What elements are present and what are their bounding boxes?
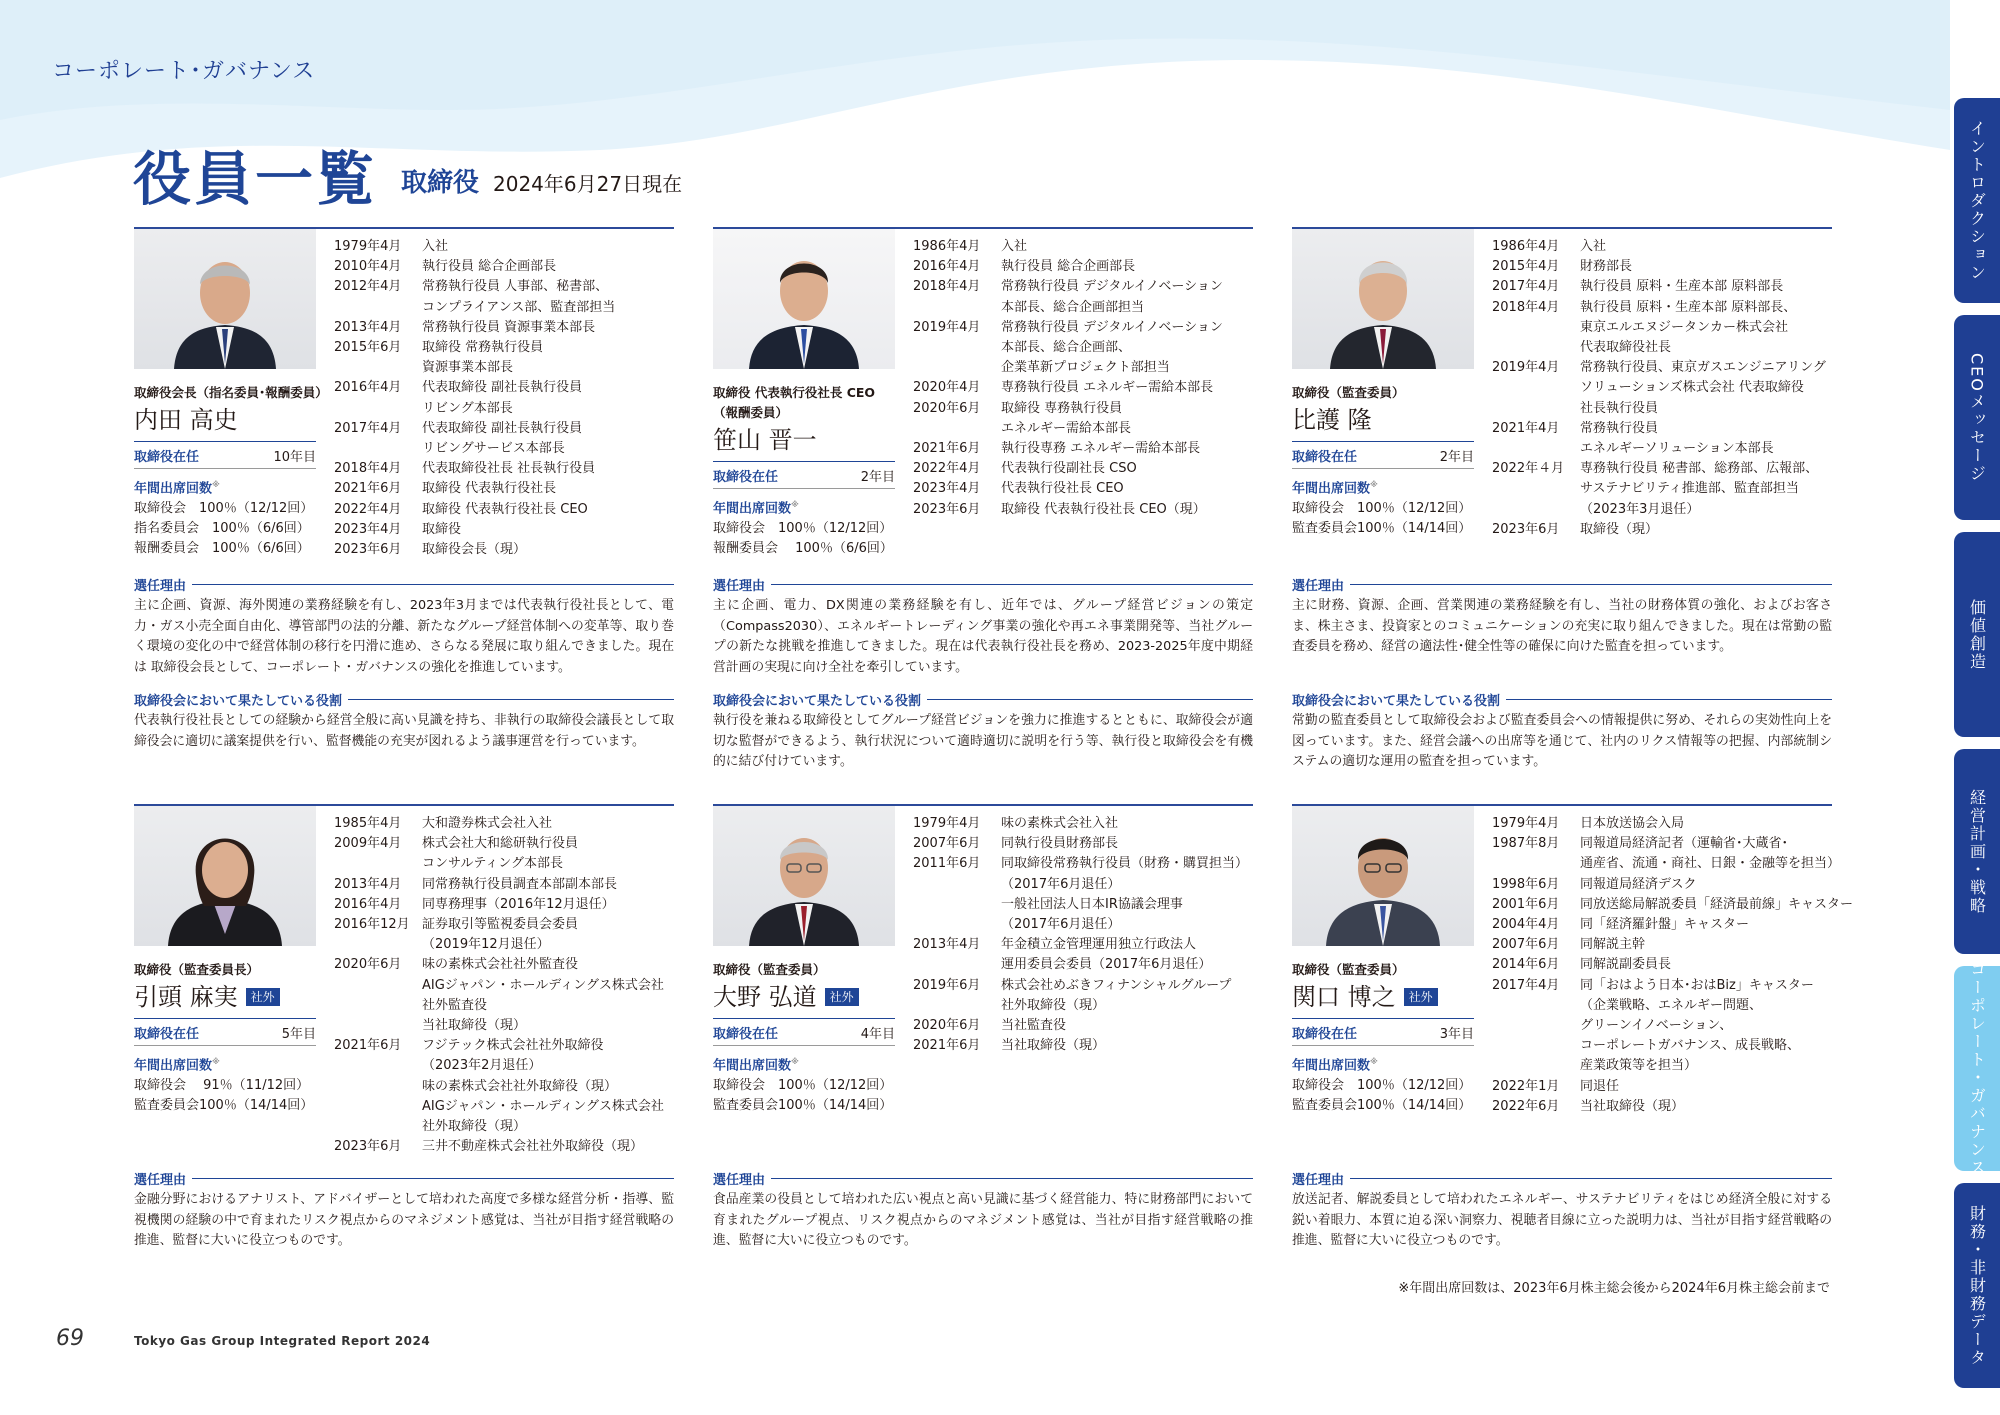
- selection-reason-heading: 選任理由: [1292, 574, 1832, 594]
- tenure-row: [134, 441, 316, 469]
- attendance-row: 報酬委員会 100％（6/6回）: [134, 541, 310, 557]
- selection-reason-text: 金融分野におけるアナリスト、アドバイザーとして培われた高度で多様な経営分析・指導、監視機関の経験の中で育まれたリスク視点からのマネジメント感覚は、当社が目指す経営戦略の推進、監督に大いに役立つものです。: [134, 1192, 674, 1248]
- career-history: [1492, 814, 1854, 1117]
- attendance-row: 指名委員会 100％（6/6回）: [134, 521, 310, 537]
- director-role: 取締役（監査委員）: [713, 962, 826, 977]
- director-name-block: [134, 383, 328, 559]
- director-photo: [134, 229, 316, 369]
- board-role-text: 代表執行役社長としての経験から経営全般に高い見識を持ち、非執行の取締役会議長として取締役会に適切に議案提供を行い、監督機能の充実が図れるよう議事運営を行っています。: [134, 713, 674, 749]
- history-row: 味の素株式会社社外取締役（現）: [422, 1078, 618, 1094]
- director-photo: [1292, 806, 1474, 946]
- history-row: 社外取締役（現）: [422, 1119, 527, 1135]
- history-row: 2011年6月 同取締役常務執行役員（財務・購買担当）: [913, 856, 1249, 872]
- attendance-label: 年間出席回数※: [713, 1057, 799, 1074]
- director-role: 取締役（監査委員）: [1292, 962, 1405, 977]
- director-name: 比護 隆: [1292, 406, 1372, 434]
- history-row: 1986年4月 入社: [913, 239, 1028, 254]
- history-row: 2023年6月 取締役 代表執行役社長 CEO（現）: [913, 501, 1206, 517]
- history-row: 2019年4月 常務執行役員 デジタルイノベーション: [913, 319, 1223, 335]
- history-row: 2019年6月 株式会社めぶきフィナンシャルグループ: [913, 977, 1232, 993]
- history-row: 2021年6月 取締役 代表執行役社長: [334, 481, 557, 497]
- history-row: 2021年6月 フジテック株式会社社外取締役: [334, 1038, 604, 1054]
- history-row: 1979年4月 日本放送協会入局: [1492, 816, 1685, 831]
- selection-reason-text: 主に企画、電力、DX関連の業務経験を有し、近年では、グループ経営ビジョンの策定（Compass2030）、エネルギートレーディング事業の強化や再エネ事業開発等、当社グループの新たな挑戦を推進してきました。現在は代表執行役社長を務め、2023-2025年度中期経営計画の実現に向け全社を牽引しています。: [713, 598, 1253, 675]
- director-name-block: [1292, 383, 1474, 539]
- history-row: サステナビリティ推進部、監査部担当: [1580, 481, 1799, 497]
- history-row: 社外監査役: [422, 997, 488, 1013]
- history-row: 当社取締役（現）: [422, 1018, 527, 1034]
- attendance-label: 年間出席回数※: [1292, 480, 1378, 497]
- director-name: 笹山 晋一: [713, 426, 817, 454]
- history-row: （2019年12月退任）: [422, 937, 550, 953]
- director-photo: [134, 806, 316, 946]
- attendance-row: 監査委員会100％（14/14回）: [713, 1098, 893, 1114]
- career-history: [913, 237, 1263, 520]
- history-row: 2010年4月 執行役員 総合企画部長: [334, 259, 557, 275]
- history-row: AIGジャパン・ホールディングス株式会社: [422, 1098, 664, 1114]
- tab-ceo-message[interactable]: CEOメッセージ: [1954, 315, 2000, 520]
- director-photo: [1292, 229, 1474, 369]
- history-row: 2018年4月 代表取締役社長 社長執行役員: [334, 461, 596, 477]
- attendance-label: 年間出席回数※: [713, 500, 799, 517]
- attendance-label: 年間出席回数※: [1292, 1057, 1378, 1074]
- director-photo: [713, 806, 895, 946]
- selection-reason-text: 主に財務、資源、企画、営業関連の業務経験を有し、当社の財務体質の強化、およびお客さま、株主さま、投資家とのコミュニケーションの充実に取り組んできました。現在は常勤の監査委員を務め、経営の適法性･健全性等の確保に向けた監査を担っています。: [1292, 598, 1832, 654]
- history-row: リビングサービス本部長: [422, 441, 565, 457]
- history-row: （2017年6月退任）: [1001, 917, 1121, 933]
- history-row: 2022年4月 代表執行役副社長 CSO: [913, 461, 1137, 477]
- selection-reason-heading: 選任理由: [713, 574, 1253, 594]
- history-row: 1987年8月 同報道局経済記者（運輸省･大蔵省･: [1492, 836, 1789, 852]
- history-row: （2023年2月退任）: [422, 1058, 542, 1074]
- history-row: 2013年4月 年金積立金管理運用独立行政法人: [913, 937, 1197, 953]
- history-row: 2023年4月 取締役: [334, 521, 462, 537]
- history-row: 2017年4月 代表取締役 副社長執行役員: [334, 420, 583, 436]
- history-row: 2015年6月 取締役 常務執行役員: [334, 340, 544, 356]
- tenure-value: 5年目: [281, 1026, 316, 1042]
- history-row: 2009年4月 株式会社大和総研執行役員: [334, 836, 579, 852]
- director-name-block: [1292, 960, 1474, 1116]
- history-row: 2015年4月 財務部長: [1492, 259, 1633, 275]
- outside-director-badge: 社外: [825, 988, 859, 1006]
- history-row: グリーンイノベーション、: [1580, 1018, 1733, 1034]
- history-row: 本部長、総合企画部、: [1001, 340, 1132, 356]
- director-name-block: [134, 960, 316, 1116]
- tenure-value: 10年目: [273, 449, 316, 465]
- history-row: 2023年6月 取締役会長（現）: [334, 542, 527, 558]
- director-role: 取締役会長（指名委員･報酬委員）: [134, 385, 328, 400]
- attendance-row: 取締役会 100％（12/12回）: [134, 501, 314, 517]
- history-row: 2016年4月 代表取締役 副社長執行役員: [334, 380, 583, 396]
- history-row: 2022年4月 取締役 代表執行役社長 CEO: [334, 501, 588, 517]
- tenure-label: 取締役在任: [134, 1026, 200, 1042]
- director-name: 内田 高史: [134, 406, 238, 434]
- tab-financial-data[interactable]: 財務・非財務データ: [1954, 1183, 2000, 1388]
- history-row: 本部長、総合企画部担当: [1001, 299, 1145, 315]
- tenure-value: 4年目: [860, 1026, 895, 1042]
- outside-director-badge: 社外: [1404, 988, 1438, 1006]
- page-number: 69: [56, 1326, 84, 1351]
- selection-reason-text: 放送記者、解説委員として培われたエネルギー、サステナビリティをはじめ経済全般に対する鋭い着眼力、本質に迫る深い洞察力、視聴者目線に立った説明力は、当社が目指す経営戦略の推進、監督に大いに役立つものです。: [1292, 1192, 1832, 1248]
- section-title: コーポレート･ガバナンス: [52, 59, 316, 84]
- tenure-value: 2年目: [1439, 449, 1474, 465]
- tenure-label: 取締役在任: [713, 1026, 779, 1042]
- history-row: 1979年4月 入社: [334, 239, 449, 254]
- history-row: 2020年6月 味の素株式会社社外監査役: [334, 957, 579, 973]
- history-row: 2007年6月 同解説主幹: [1492, 937, 1646, 953]
- attendance-row: 監査委員会100％（14/14回）: [134, 1098, 314, 1114]
- history-row: 社外取締役（現）: [1001, 997, 1106, 1013]
- selection-reason-text: 主に企画、資源、海外関連の業務経験を有し、2023年3月までは代表執行役社長として、電力・ガス小売全面自由化、導管部門の法的分離、新たなグループ経営体制への変革等、取り巻く環境の変化の中で経営体制の移行を円滑に進め、さらなる発展に取り組んできました。現在は 取締役会長として、コーポレート・ガバナンスの強化を推進しています。: [134, 598, 674, 675]
- tenure-value: 3年目: [1439, 1026, 1474, 1042]
- history-row: 1986年4月 入社: [1492, 239, 1607, 254]
- tab-corporate-governance[interactable]: コーポレート・ガバナンス: [1954, 966, 2000, 1171]
- selection-reason-heading: 選任理由: [134, 1168, 674, 1188]
- history-row: 2014年6月 同解説副委員長: [1492, 957, 1672, 973]
- tenure-row: [713, 461, 895, 489]
- history-row: 2020年6月 取締役 専務執行役員: [913, 400, 1123, 416]
- history-row: 2007年6月 同執行役員財務部長: [913, 836, 1119, 852]
- tenure-label: 取締役在任: [134, 449, 200, 465]
- history-row: コーポレートガバナンス、成長戦略、: [1580, 1038, 1800, 1054]
- history-row: （2023年3月退任）: [1580, 501, 1700, 517]
- tab-management-plan[interactable]: 経営計画・戦略: [1954, 749, 2000, 954]
- history-row: 2004年4月 同「経済羅針盤」キャスター: [1492, 917, 1750, 933]
- tenure-label: 取締役在任: [713, 469, 779, 485]
- tenure-row: [134, 1018, 316, 1046]
- board-role-text: 常勤の監査委員として取締役会および監査委員会への情報提供に努め、それらの実効性向上を図っています。また、経営会議への出席等を通じて、社内のリクス情報等の把握、内部統制システムの適切な運用の監査を担っています。: [1292, 713, 1832, 769]
- attendance-row: 報酬委員会 100％（6/6回）: [713, 541, 893, 557]
- director-role: 取締役（監査委員長）: [134, 962, 260, 977]
- history-row: 企業革新プロジェクト部担当: [1001, 360, 1170, 376]
- director-photo: [713, 229, 895, 369]
- attendance-row: 取締役会 100％（12/12回）: [713, 1078, 893, 1094]
- tab-value-creation[interactable]: 価値創造: [1954, 532, 2000, 737]
- report-title: Tokyo Gas Group Integrated Report 2024: [134, 1334, 431, 1348]
- history-row: ソリューションズ株式会社 代表取締役: [1580, 380, 1804, 396]
- history-row: AIGジャパン・ホールディングス株式会社: [422, 977, 664, 993]
- tenure-label: 取締役在任: [1292, 449, 1358, 465]
- board-role-text: 執行役を兼ねる取締役としてグループ経営ビジョンを強力に推進するとともに、取締役会が適切な監督ができるよう、執行状況について適時適切に説明を行う等、執行役と取締役会を有機的に結び付けています。: [713, 713, 1253, 769]
- attendance-label: 年間出席回数※: [134, 1057, 220, 1074]
- attendance-row: 監査委員会100％（14/14回）: [1292, 521, 1472, 537]
- history-row: 2001年6月 同放送総局解説委員「経済最前線」キャスター: [1492, 896, 1854, 912]
- history-row: 運用委員会委員（2017年6月退任）: [1001, 957, 1212, 973]
- tenure-row: [1292, 1018, 1474, 1046]
- director-name: 引頭 麻実: [134, 983, 238, 1011]
- history-row: 2016年4月 執行役員 総合企画部長: [913, 259, 1136, 275]
- attendance-row: 取締役会 100％（12/12回）: [713, 521, 893, 537]
- history-row: 2012年4月 常務執行役員 人事部、秘書部、: [334, 279, 609, 295]
- history-row: （企業戦略、エネルギー問題、: [1580, 997, 1763, 1013]
- history-row: 2018年4月 常務執行役員 デジタルイノベーション: [913, 279, 1223, 295]
- history-row: 一般社団法人日本IR協議会理事: [1001, 896, 1183, 912]
- history-row: 2023年6月 取締役（現）: [1492, 521, 1659, 537]
- history-row: コンプライアンス部、監査部担当: [422, 299, 616, 315]
- history-row: 2022年４月 専務執行役員 秘書部、総務部、広報部、: [1492, 461, 1819, 477]
- board-role-heading: 取締役会において果たしている役割: [1292, 689, 1832, 709]
- history-row: 1998年6月 同報道局経済デスク: [1492, 876, 1697, 892]
- history-row: 2019年4月 常務執行役員、東京ガスエンジニアリング: [1492, 360, 1826, 376]
- history-row: 2021年6月 執行役専務 エネルギー需給本部長: [913, 441, 1201, 457]
- director-name-block: [713, 960, 895, 1116]
- selection-reason-heading: 選任理由: [134, 574, 674, 594]
- attendance-footnote: ※年間出席回数は、2023年6月株主総会後から2024年6月株主総会前まで: [1398, 1281, 1830, 1296]
- director-name: 大野 弘道: [713, 983, 817, 1011]
- director-role: 取締役（監査委員）: [1292, 385, 1405, 400]
- director-role: 取締役 代表執行役社長 CEO （報酬委員）: [713, 385, 876, 420]
- history-row: 2020年4月 専務執行役員 エネルギー需給本部長: [913, 380, 1214, 396]
- history-row: 2016年4月 同専務理事（2016年12月退任）: [334, 896, 615, 912]
- history-row: 1979年4月 味の素株式会社入社: [913, 816, 1119, 831]
- career-history: [334, 814, 684, 1157]
- outside-director-badge: 社外: [246, 988, 280, 1006]
- history-row: エネルギーソリューション本部長: [1580, 441, 1774, 457]
- history-row: 2016年12月 証券取引等監視委員会委員: [334, 917, 579, 933]
- career-history: [1492, 237, 1842, 540]
- history-row: 2021年4月 常務執行役員: [1492, 420, 1659, 436]
- history-row: 2022年6月 当社取締役（現）: [1492, 1098, 1685, 1114]
- history-row: 代表取締役社長: [1580, 340, 1672, 356]
- attendance-row: 取締役会 100％（12/12回）: [1292, 1078, 1472, 1094]
- history-row: 資源事業本部長: [422, 360, 514, 376]
- as-of-date: 2024年6月27日現在: [493, 172, 683, 196]
- career-history: [913, 814, 1263, 1056]
- tenure-row: [713, 1018, 895, 1046]
- tenure-row: [1292, 441, 1474, 469]
- history-row: 1985年4月 大和證券株式会社入社: [334, 816, 553, 831]
- selection-reason-heading: 選任理由: [713, 1168, 1253, 1188]
- history-row: 社長執行役員: [1580, 400, 1659, 416]
- history-row: 通産省、流通・商社、日銀・金融等を担当）: [1580, 856, 1841, 872]
- history-row: エネルギー需給本部長: [1001, 420, 1132, 436]
- history-row: 産業政策等を担当）: [1580, 1058, 1698, 1074]
- attendance-row: 監査委員会100％（14/14回）: [1292, 1098, 1472, 1114]
- attendance-row: 取締役会 100％（12/12回）: [1292, 501, 1472, 517]
- page-title: 役員一覧: [133, 145, 378, 213]
- history-row: 東京エルエヌジータンカー株式会社: [1580, 319, 1789, 335]
- history-row: 2017年4月 同「おはよう日本･おはBiz」キャスター: [1492, 977, 1814, 993]
- selection-reason-heading: 選任理由: [1292, 1168, 1832, 1188]
- history-row: 2023年6月 三井不動産株式会社社外取締役（現）: [334, 1139, 644, 1155]
- selection-reason-text: 食品産業の役員として培われた広い視点と高い見識に基づく経営能力、特に財務部門において育まれたグループ視点、リスク視点からのマネジメント感覚は、当社が目指す経営戦略の推進、監督に大いに役立つものです。: [713, 1192, 1253, 1248]
- page-subtitle: 取締役: [401, 168, 480, 198]
- history-row: コンサルティング本部長: [422, 856, 564, 872]
- board-role-heading: 取締役会において果たしている役割: [134, 689, 674, 709]
- tenure-value: 2年目: [860, 469, 895, 485]
- history-row: 2018年4月 執行役員 原料・生産本部 原料部長、: [1492, 299, 1797, 315]
- career-history: [334, 237, 684, 560]
- history-row: 2023年4月 代表執行役社長 CEO: [913, 481, 1124, 497]
- history-row: （2017年6月退任）: [1001, 876, 1121, 892]
- history-row: 2021年6月 当社取締役（現）: [913, 1038, 1106, 1054]
- attendance-label: 年間出席回数※: [134, 480, 220, 497]
- attendance-row: 取締役会 91％（11/12回）: [134, 1078, 310, 1094]
- director-name-block: [713, 383, 895, 559]
- history-row: 2022年1月 同退任: [1492, 1078, 1620, 1094]
- history-row: 2013年4月 同常務執行役員調査本部副本部長: [334, 876, 618, 892]
- director-name: 関口 博之: [1292, 983, 1396, 1011]
- tenure-label: 取締役在任: [1292, 1026, 1358, 1042]
- board-role-heading: 取締役会において果たしている役割: [713, 689, 1253, 709]
- history-row: 2020年6月 当社監査役: [913, 1018, 1067, 1034]
- tab-introduction[interactable]: イントロダクション: [1954, 98, 2000, 303]
- history-row: 2017年4月 執行役員 原料・生産本部 原料部長: [1492, 279, 1784, 295]
- history-row: リビング本部長: [422, 400, 513, 416]
- history-row: 2013年4月 常務執行役員 資源事業本部長: [334, 319, 596, 335]
